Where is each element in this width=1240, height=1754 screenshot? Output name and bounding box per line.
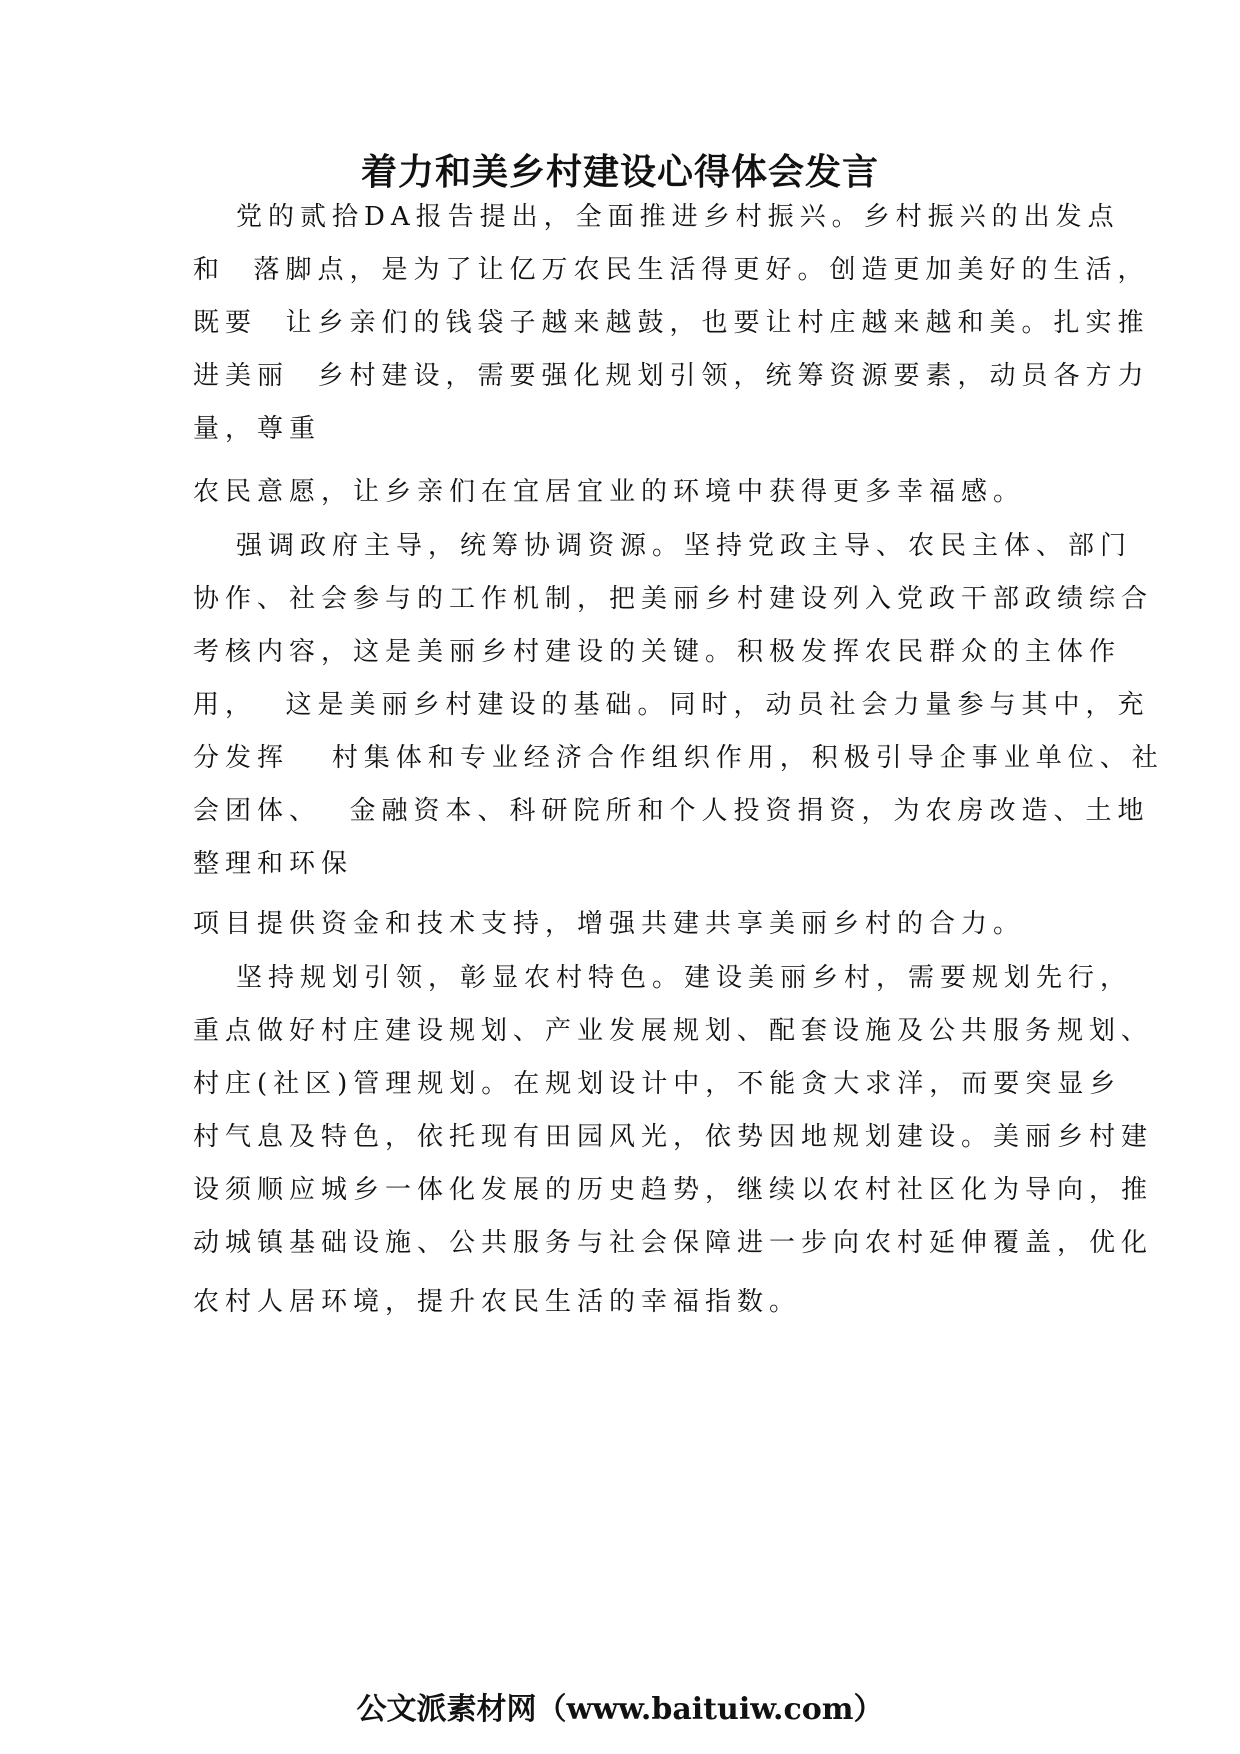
body-line-2: 和 落脚点，是为了让亿万农民生活得更好。创造更加美好的生活，: [193, 255, 1150, 285]
body-line-1: 党的贰拾DA报告提出，全面推进乡村振兴。乡村振兴的出发点: [236, 202, 1120, 232]
body-line-18: 村气息及特色，依托现有田园风光，依势因地规划建设。美丽乡村建: [193, 1122, 1154, 1152]
body-line-4: 进美丽 乡村建设，需要强化规划引领，统筹资源要素，动员各方力: [193, 361, 1150, 391]
document-title: 着力和美乡村建设心得体会发言: [360, 151, 879, 193]
body-line-8: 协作、社会参与的工作机制，把美丽乡村建设列入党政干部政绩综合: [193, 584, 1154, 614]
body-line-11: 分发挥 村集体和专业经济合作组织作用，积极引导企事业单位、社: [193, 743, 1164, 773]
body-line-21: 农村人居环境，提升农民生活的幸福指数。: [193, 1287, 802, 1317]
body-line-7: 强调政府主导，统筹协调资源。坚持党政主导、农民主体、部门: [236, 531, 1133, 561]
body-line-20: 动城镇基础设施、公共服务与社会保障进一步向农村延伸覆盖，优化: [193, 1228, 1154, 1258]
body-line-6: 农民意愿，让乡亲们在宜居宜业的环境中获得更多幸福感。: [193, 477, 1026, 507]
body-line-16: 重点做好村庄建设规划、产业发展规划、配套设施及公共服务规划、: [193, 1016, 1154, 1046]
footer-site-text: 公文派素材网（www.baituiw.com）: [356, 1692, 884, 1727]
body-line-9: 考核内容，这是美丽乡村建设的关键。积极发挥农民群众的主体作: [193, 637, 1122, 667]
body-line-5: 量，尊重: [193, 414, 322, 444]
body-line-15: 坚持规划引领，彰显农村特色。建设美丽乡村，需要规划先行，: [236, 963, 1133, 993]
body-line-19: 设须顺应城乡一体化发展的历史趋势，继续以农村社区化为导向，推: [193, 1175, 1154, 1205]
body-line-10: 用， 这是美丽乡村建设的基础。同时，动员社会力量参与其中，充: [193, 690, 1150, 720]
body-line-17: 村庄(社区)管理规划。在规划设计中，不能贪大求洋，而要突显乡: [193, 1069, 1122, 1099]
body-line-13: 整理和环保: [193, 849, 354, 879]
body-line-3: 既要 让乡亲们的钱袋子越来越鼓，也要让村庄越来越和美。扎实推: [193, 308, 1150, 338]
body-line-12: 会团体、 金融资本、科研院所和个人投资捐资，为农房改造、土地: [193, 796, 1150, 826]
body-line-14: 项目提供资金和技术支持，增强共建共享美丽乡村的合力。: [193, 909, 1026, 939]
